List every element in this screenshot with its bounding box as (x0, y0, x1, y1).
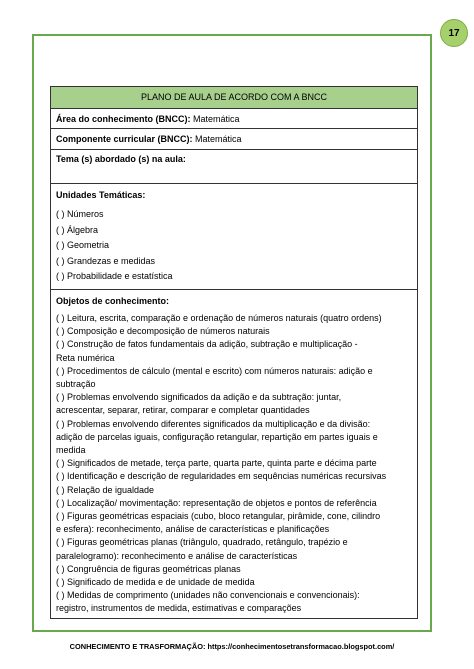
unidades-label: Unidades Temáticas: (56, 190, 146, 200)
unidades-row (51, 184, 417, 290)
objetos-list (56, 312, 412, 616)
objeto-item[interactable] (56, 576, 412, 589)
tema-row (51, 150, 417, 184)
objeto-item-line: ( ) Figuras geométricas planas (triângulo, quadrado, retângulo, trapézio e (56, 537, 348, 548)
page-frame (32, 34, 432, 632)
lesson-plan-table (50, 86, 418, 619)
unidades-list (56, 207, 412, 285)
area-label: Área do conhecimento (BNCC): (56, 114, 191, 124)
objeto-item[interactable] (56, 338, 412, 364)
unidade-item[interactable]: ( ) Probabilidade e estatística (56, 271, 173, 281)
objeto-item[interactable] (56, 325, 412, 338)
objetos-label: Objetos de conhecimento: (56, 296, 170, 306)
objeto-item[interactable] (56, 563, 412, 576)
unidade-item[interactable]: ( ) Números (56, 209, 104, 219)
objeto-item-line: ( ) Significado de medida e de unidade de medida (56, 577, 255, 588)
tema-label: Tema (s) abordado (s) na aula: (56, 154, 186, 164)
unidade-item[interactable]: ( ) Grandezas e medidas (56, 255, 156, 266)
objeto-item-line: ( ) Construção de fatos fundamentais da adição, subtração e multiplicação - (56, 339, 358, 350)
page-number-badge: 17 (440, 19, 468, 47)
area-value: Matemática (193, 114, 240, 124)
objeto-item[interactable] (56, 312, 412, 325)
objeto-item-line: subtração (56, 379, 96, 390)
objeto-item[interactable] (56, 589, 412, 615)
objeto-item-line: ( ) Medidas de comprimento (unidades não convencionais e convencionais): (56, 590, 360, 601)
objeto-item[interactable] (56, 536, 412, 562)
objeto-item[interactable] (56, 457, 412, 470)
objeto-item-line: e esfera): reconhecimento, análise de características e planificações (56, 524, 330, 535)
unidade-item[interactable]: ( ) Álgebra (56, 224, 99, 235)
objetos-row (51, 290, 417, 618)
objeto-item-line: registro, instrumentos de medida, estimativas e comparações (56, 603, 302, 614)
objeto-item-line: paralelogramo): reconhecimento e análise de características (56, 550, 298, 561)
unidade-item[interactable]: ( ) Geometria (56, 240, 110, 250)
componente-value: Matemática (195, 134, 242, 144)
objeto-item-line: medida (56, 445, 86, 456)
objeto-item-line: ( ) Significados de metade, terça parte, quarta parte, quinta parte e décima parte (56, 458, 377, 469)
objeto-item[interactable] (56, 365, 412, 391)
objeto-item-line: ( ) Problemas envolvendo diferentes significados da multiplicação e da divisão: (56, 418, 371, 429)
objeto-item-line: ( ) Leitura, escrita, comparação e ordenação de números naturais (quatro ordens) (56, 313, 382, 323)
objeto-item[interactable] (56, 470, 412, 483)
componente-label: Componente curricular (BNCC): (56, 134, 193, 144)
componente-row (51, 129, 417, 150)
objeto-item-line: ( ) Composição e decomposição de números naturais (56, 326, 270, 337)
objeto-item-line: ( ) Congruência de figuras geométricas planas (56, 563, 241, 574)
objeto-item-line: ( ) Identificação e descrição de regularidades em sequências numéricas recursivas (56, 471, 387, 482)
objeto-item[interactable] (56, 497, 412, 510)
objeto-item-line: ( ) Problemas envolvendo significados da adição e da subtração: juntar, (56, 392, 342, 403)
objeto-item-line: ( ) Procedimentos de cálculo (mental e escrito) com números naturais: adição e (56, 365, 373, 376)
objeto-item[interactable] (56, 484, 412, 497)
objeto-item[interactable] (56, 418, 412, 458)
footer-text: CONHECIMENTO E TRASFORMAÇÃO: https://conhecimentosetransformacao.blogspot.com/ (69, 642, 395, 651)
objeto-item-line: ( ) Relação de igualdade (56, 484, 155, 495)
objeto-item-line: acrescentar, separar, retirar, comparar e completar quantidades (56, 405, 310, 416)
objeto-item-line: ( ) Localização/ movimentação: representação de objetos e pontos de referência (56, 497, 377, 508)
objeto-item-line: adição de parcelas iguais, configuração retangular, repartição em partes iguais e (56, 431, 378, 442)
objeto-item[interactable] (56, 391, 412, 417)
area-row (51, 109, 417, 129)
objeto-item[interactable] (56, 510, 412, 536)
table-title: PLANO DE AULA DE ACORDO COM A BNCC (51, 87, 417, 109)
objeto-item-line: ( ) Figuras geométricas espaciais (cubo, bloco retangular, pirâmide, cone, cilindro (56, 511, 381, 522)
objeto-item-line: Reta numérica (56, 352, 115, 363)
